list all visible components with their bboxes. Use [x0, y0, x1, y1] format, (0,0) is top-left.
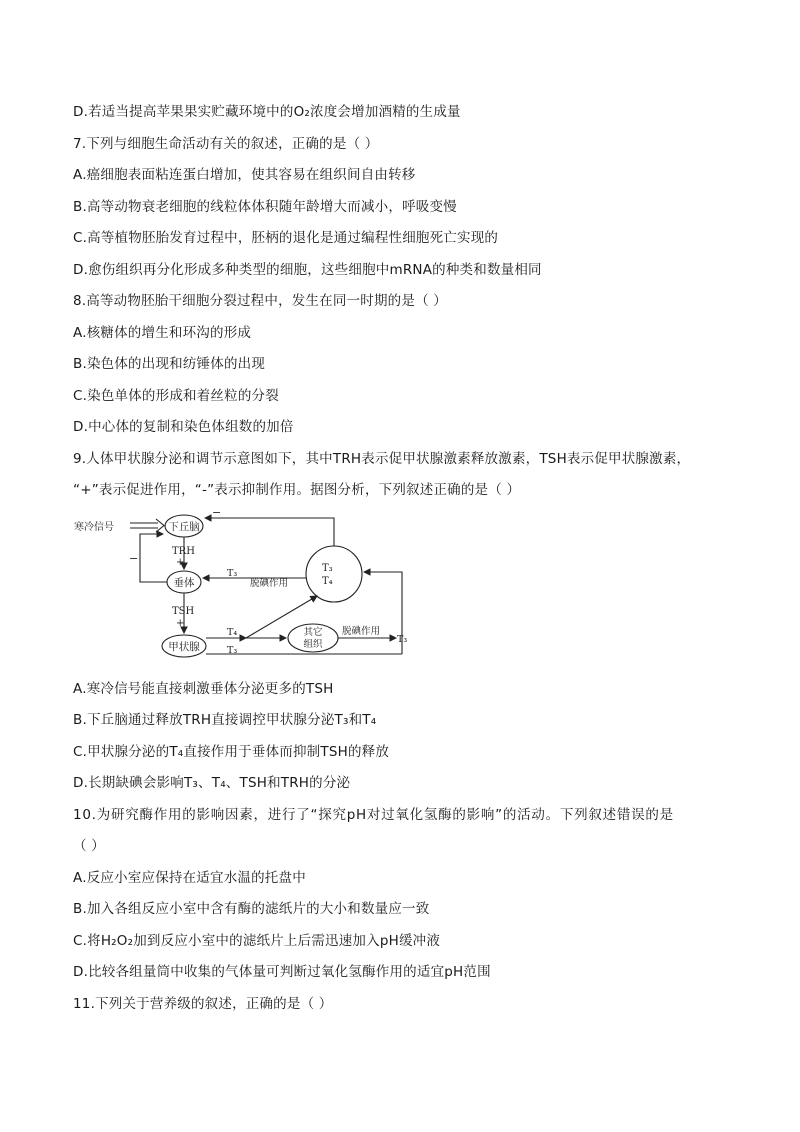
q8-option-c: C.染色单体的形成和着丝粒的分裂: [73, 388, 279, 404]
q6-option-d: D.若适当提高苹果果实贮藏环境中的O₂浓度会增加酒精的生成量: [73, 104, 461, 120]
trh-label: TRH: [172, 546, 195, 557]
deiodination-label: 脱碘作用: [250, 578, 289, 589]
q8-option-a: A.核糖体的增生和环沟的形成: [73, 325, 252, 341]
q11-stem: 11.下列关于营养级的叙述，正确的是（ ）: [73, 996, 333, 1012]
circle-t3-label: T₃: [322, 563, 333, 574]
tsh-label: TSH: [172, 606, 195, 617]
q7-option-c: C.高等植物胚胎发育过程中，胚柄的退化是通过编程性细胞死亡实现的: [73, 230, 499, 246]
q7-option-b: B.高等动物衰老细胞的线粒体体积随年龄增大而减小，呼吸变慢: [73, 199, 457, 215]
trh-plus-sign: +: [176, 557, 185, 568]
q10-option-d: D.比较各组量筒中收集的气体量可判断过氧化氢酶作用的适宜pH范围: [73, 964, 491, 980]
pituitary-label: 垂体: [173, 577, 195, 589]
t3-to-pituitary-label: T₃: [227, 568, 238, 579]
q7-stem: 7.下列与细胞生命活动有关的叙述，正确的是（ ）: [73, 136, 379, 152]
q10-option-c: C.将H₂O₂加到反应小室中的滤纸片上后需迅速加入pH缓冲液: [73, 933, 441, 949]
hypothalamus-label: 下丘脑: [168, 521, 200, 533]
q7-option-a: A.癌细胞表面粘连蛋白增加，使其容易在组织间自由转移: [73, 167, 416, 183]
q8-option-d: D.中心体的复制和染色体组数的加倍: [73, 419, 294, 435]
q8-option-b: B.染色体的出现和纺锤体的出现: [73, 356, 266, 372]
q8-stem: 8.高等动物胚胎干细胞分裂过程中，发生在同一时期的是（ ）: [73, 293, 447, 309]
pituitary-feedback-arrow: [140, 534, 167, 582]
other-tissue-label-1: 其它: [303, 627, 323, 638]
q9-option-a: A.寒冷信号能直接刺激垂体分泌更多的TSH: [73, 681, 334, 697]
q7-option-d: D.愈伤组织再分化形成多种类型的细胞，这些细胞中mRNA的种类和数量相同: [73, 262, 542, 278]
hypothalamus-feedback-minus-sign: −: [212, 510, 222, 519]
q10-option-a: A.反应小室应保持在适宜水温的托盘中: [73, 870, 306, 886]
q9-option-c: C.甲状腺分泌的T₄直接作用于垂体而抑制TSH的释放: [73, 744, 390, 760]
thyroid-t4-label: T₄: [227, 627, 238, 638]
t3-feedback-hypothalamus-arrow: [205, 518, 334, 546]
other-tissue-label-2: 组织: [303, 639, 323, 650]
tissue-deiodination-label: 脱碘作用: [342, 626, 381, 637]
circle-t4-label: T₄: [322, 576, 333, 587]
q9-option-b: B.下丘脑通过释放TRH直接调控甲状腺分泌T₃和T₄: [73, 712, 377, 728]
thyroid-t3-label: T₃: [227, 645, 238, 656]
tissue-t3-label: T₃: [397, 634, 408, 645]
thyroid-label: 甲状腺: [168, 641, 200, 653]
tsh-plus-sign: +: [176, 618, 185, 629]
q10-option-b: B.加入各组反应小室中含有酶的滤纸片的大小和数量应一致: [73, 901, 430, 917]
deiodination-circle: [306, 546, 362, 602]
q10-stem: 10.为研究酶作用的影响因素，进行了“探究pH对过氧化氢酶的影响”的活动。下列叙述错误的是: [73, 807, 674, 823]
q9-stem-line1: 9.人体甲状腺分泌和调节示意图如下，其中TRH表示促甲状腺激素释放激素，TSH表示促甲状腺激素，: [73, 451, 691, 467]
cold-signal-label: 寒冷信号: [74, 522, 114, 533]
cold-arrow-head: [156, 519, 164, 532]
q10-answer-paren: （ ）: [73, 838, 105, 854]
q9-option-d: D.长期缺碘会影响T₃、T₄、TSH和TRH的分泌: [73, 775, 351, 791]
pituitary-feedback-minus-sign: −: [129, 552, 139, 565]
q9-stem-line2: “+”表示促进作用，“-”表示抑制作用。据图分析，下列叙述正确的是（ ）: [73, 482, 521, 498]
thyroid-regulation-diagram: [72, 510, 417, 660]
